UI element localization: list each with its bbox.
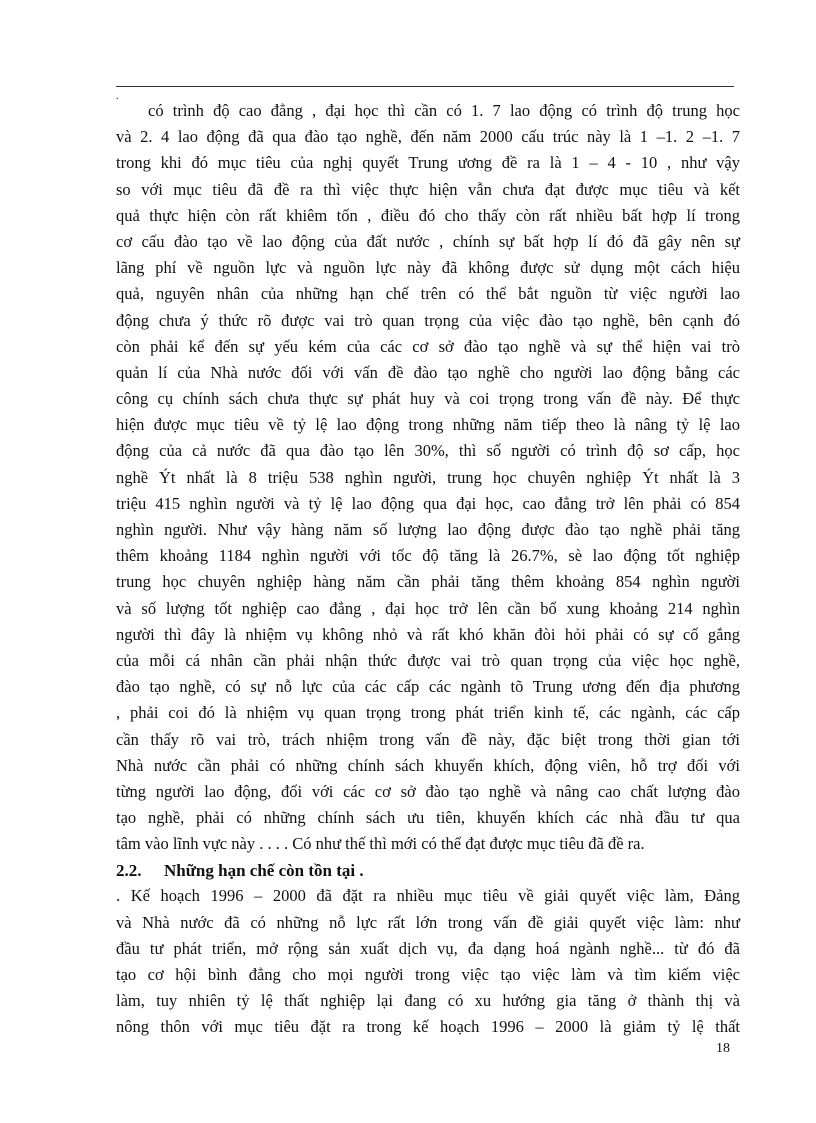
text-line: , phải coi đó là nhiệm vụ quan trọng trong phát triển kinh tế, các ngành, các cấp <box>116 703 740 723</box>
text-line: hiện được mục tiêu về tỷ lệ lao động trong những năm tiếp theo là nâng tỷ lệ lao <box>116 415 740 435</box>
text-line: trung học chuyên nghiệp hàng năm cần phải tăng thêm khoảng 854 nghìn người <box>116 572 740 592</box>
text-line: triệu 415 nghìn người và tỷ lệ lao động qua đại học, cao đẳng trở lên phải có 854 <box>116 493 740 513</box>
section-title: Những hạn chế còn tồn tại . <box>164 861 364 881</box>
text-line: động của cả nước đã qua đào tạo lên 30%, thì số người có trình độ sơ cấp, học <box>116 441 740 461</box>
text-line: đào tạo nghề, có sự nỗ lực của các cấp các ngành tõ Trung ương đến địa phương <box>116 677 740 697</box>
text-line: nghề Ýt nhất là 8 triệu 538 nghìn người, trung học chuyên nghiệp Ýt nhất là 3 <box>116 467 740 487</box>
leading-dot: . <box>116 91 119 102</box>
text-line: thêm khoảng 1184 nghìn người với tốc độ tăng là 26.7%, sè lao động tốt nghiệp <box>116 546 740 566</box>
text-line: tạo cơ hội bình đẳng cho mọi người trong việc tạo việc làm và tìm kiếm việc <box>116 965 740 984</box>
text-line: có trình độ cao đẳng , đại học thì cần có 1. 7 lao động có trình độ trung học <box>148 101 740 120</box>
header-rule <box>116 86 734 87</box>
text-line: động chưa ý thức rõ được vai trò quan trọng của việc đào tạo nghề, bên cạnh đó <box>116 310 740 330</box>
text-line: đầu tư phát triển, mở rộng sản xuất dịch vụ, đa dạng hoá ngành nghề... từ đó đã <box>116 938 740 958</box>
text-line: trong khi đó mục tiêu của nghị quyết Trung ương đề ra là 1 – 4 - 10 , như vậy <box>116 153 740 173</box>
paragraph-1 <box>116 98 740 857</box>
text-line: từng người lao động, đối với các cơ sở đào tạo nghề và nâng cao chất lượng đào <box>116 781 740 801</box>
text-line: và Nhà nước đã có những nỗ lực rất lớn trong vấn đề giải quyết việc làm: như <box>116 912 740 932</box>
text-line: tạo nghề, phải có những chính sách ưu tiên, khuyến khích các nhà đầu tư qua <box>116 808 740 828</box>
text-line: người thì đây là nhiệm vụ không nhỏ và rất khó khăn đòi hỏi phải có sự cố gắng <box>116 624 740 644</box>
section-heading <box>116 859 740 883</box>
text-line: so với mục tiêu đã đề ra thì việc thực hiện vẫn chưa đạt được mục tiêu và kết <box>116 179 740 199</box>
text-line: Nhà nước cần phải có những chính sách khuyến khích, động viên, hỗ trợ đối với <box>116 755 740 775</box>
page-body <box>116 98 740 1041</box>
text-line: nghìn người. Như vậy hàng năm số lượng lao động được đào tạo nghề phải tăng <box>116 520 740 539</box>
text-line: công cụ chính sách chưa thực sự phát huy và coi trọng trong vấn đề này. Để thực <box>116 389 740 409</box>
text-line: của mỗi cá nhân cần phải nhận thức được vai trò quan trọng của việc học nghề, <box>116 650 740 670</box>
text-line: và số lượng tốt nghiệp cao đẳng , đại học trở lên cần bổ xung khoảng 214 nghìn <box>116 598 740 618</box>
paragraph-2 <box>116 883 740 1040</box>
text-line: . Kế hoạch 1996 – 2000 đã đặt ra nhiều mục tiêu về giải quyết việc làm, Đảng <box>116 886 740 906</box>
section-number: 2.2. <box>116 861 142 881</box>
text-line: quản lí của Nhà nước đối với vấn đề đào tạo nghề cho người lao động bằng các <box>116 362 740 382</box>
text-line: tâm vào lĩnh vực này . . . . Có như thế thì mới có thể đạt được mục tiêu đã đề ra. <box>116 834 645 854</box>
text-line: cơ cấu đào tạo về lao động của đất nước , chính sự bất hợp lí đó đã gây nên sự <box>116 231 740 251</box>
text-line: còn phải kể đến sự yếu kém của các cơ sở đào tạo nghề và sự thể hiện vai trò <box>116 336 740 356</box>
text-line: quả thực hiện còn rất khiêm tốn , điều đó cho thấy còn rất nhiều bất hợp lí trong <box>116 205 740 225</box>
text-line: nông thôn với mục tiêu đặt ra trong kế hoạch 1996 – 2000 là giảm tỷ lệ thất <box>116 1017 740 1037</box>
text-line: và 2. 4 lao động đã qua đào tạo nghề, đến năm 2000 cấu trúc này là 1 –1. 2 –1. 7 <box>116 127 740 147</box>
text-line: cần thấy rõ vai trò, trách nhiệm trong vấn đề này, đặc biệt trong thời gian tới <box>116 729 740 749</box>
page-number: 18 <box>716 1041 730 1056</box>
text-line: lãng phí về nguồn lực và nguồn lực này đã không được sử dụng một cách hiệu <box>116 258 740 278</box>
text-line: quả, nguyên nhân của những hạn chế trên có thể bắt nguồn từ việc người lao <box>116 284 740 304</box>
text-line: làm, tuy nhiên tỷ lệ thất nghiệp lại đang có xu hướng gia tăng ở thành thị và <box>116 991 740 1011</box>
